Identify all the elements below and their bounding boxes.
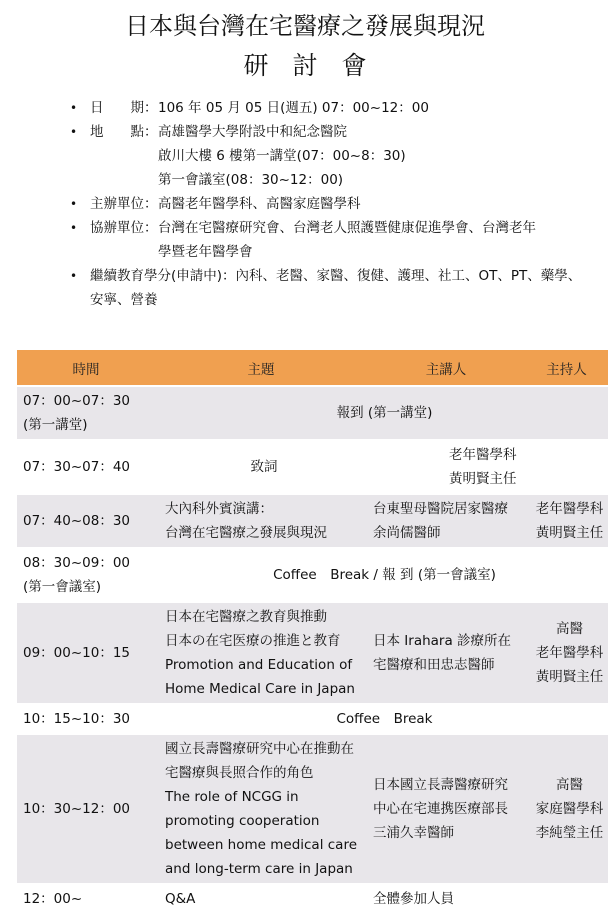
info-value: 內科、老醫、家醫、復健、護理、社工、OT、PT、藥學、 xyxy=(235,268,582,284)
cell-topic xyxy=(155,734,367,884)
info-value: 啟川大樓 6 樓第一講堂(07：00~8：30) xyxy=(158,148,406,164)
info-value: 安寧、營養 xyxy=(90,292,158,308)
cell-time xyxy=(17,548,155,602)
info-value: 高雄醫學大學附設中和紀念醫院 xyxy=(158,124,347,140)
time-text: 07：40~08：30 xyxy=(23,513,131,529)
table-row xyxy=(17,884,608,914)
table-row xyxy=(17,440,608,494)
info-location xyxy=(70,120,590,192)
bullet: • xyxy=(70,101,78,115)
topic-text: Home Medical Care in Japan xyxy=(165,681,355,697)
topic-text: 台灣在宅醫療之發展與現況 xyxy=(165,525,327,541)
cell-merged: Coffee Break / 報 到 (第一會議室) xyxy=(155,548,608,602)
speaker-text: 台東聖母醫院居家醫療 xyxy=(373,501,508,517)
document-subtitle: 研討會 xyxy=(243,51,391,80)
cell-speaker xyxy=(367,440,608,494)
table-row xyxy=(17,704,608,734)
cell-host xyxy=(525,734,608,884)
cell-time xyxy=(17,704,155,734)
time-text: 08：30~09：00 xyxy=(23,555,131,571)
cell-time xyxy=(17,440,155,494)
info-value: 高醫老年醫學科、高醫家庭醫學科 xyxy=(158,196,361,212)
speaker-text: 全體參加人員 xyxy=(373,891,454,907)
host-text: 高醫 xyxy=(556,621,583,637)
topic-text: 大內科外賓演講： xyxy=(165,501,273,517)
speaker-text: 老年醫學科 xyxy=(449,447,517,463)
bullet: • xyxy=(70,221,78,235)
info-value: 學暨老年醫學會 xyxy=(158,244,253,260)
speaker-text: 余尚儒醫師 xyxy=(373,525,441,541)
info-credits xyxy=(70,264,590,312)
cell-topic xyxy=(155,494,367,548)
topic-text: promoting cooperation xyxy=(165,813,320,829)
speaker-text: 日本國立長壽醫療研究 xyxy=(373,777,508,793)
host-text: 黃明賢主任 xyxy=(535,525,604,541)
cell-host xyxy=(525,602,608,704)
info-label: 協辦單位： xyxy=(90,220,158,236)
host-text: 李純瑩主任 xyxy=(535,825,604,841)
table-row xyxy=(17,386,608,440)
cell-speaker xyxy=(367,884,525,914)
host-text: 老年醫學科 xyxy=(535,645,604,661)
info-co-organizer xyxy=(70,216,590,264)
topic-text: The role of NCGG in xyxy=(165,789,299,805)
cell-merged: Coffee Break xyxy=(155,704,608,734)
info-organizer xyxy=(70,192,590,216)
document-title: 日本與台灣在宅醫療之發展與現況 xyxy=(125,12,485,40)
info-date xyxy=(70,96,590,120)
cell-time xyxy=(17,884,155,914)
time-text: 07：30~07：40 xyxy=(23,459,131,475)
speaker-text: 黃明賢主任 xyxy=(449,471,517,487)
info-value: 第一會議室(08：30~12：00) xyxy=(158,172,344,188)
header-topic: 主題 xyxy=(155,350,367,386)
header-speaker: 主講人 xyxy=(367,350,525,386)
bullet: • xyxy=(70,269,78,283)
topic-text: and long-term care in Japan xyxy=(165,861,353,877)
cell-speaker xyxy=(367,494,525,548)
info-label: 繼續教育學分(申請中)： xyxy=(90,268,236,284)
topic-text: 宅醫療與長照合作的角色 xyxy=(165,765,314,781)
topic-text: Q&A xyxy=(165,891,196,907)
host-text: 老年醫學科 xyxy=(535,501,604,517)
info-value: 106 年 05 月 05 日(週五) 07：00~12：00 xyxy=(158,100,429,116)
time-text: 09：00~10：15 xyxy=(23,645,131,661)
schedule-table xyxy=(17,350,608,915)
time-text: 10：15~10：30 xyxy=(23,711,131,727)
header-time: 時間 xyxy=(17,350,155,386)
schedule-header-row xyxy=(17,350,608,386)
table-row xyxy=(17,734,608,884)
cell-merged: 報到 (第一講堂) xyxy=(155,386,608,440)
time-text: 07：00~07：30 xyxy=(23,393,131,409)
time-text: 12：00~ xyxy=(23,891,83,907)
cell-time xyxy=(17,386,155,440)
time-text: 10：30~12：00 xyxy=(23,801,131,817)
topic-text: 國立長壽醫療研究中心在推動在 xyxy=(165,741,354,757)
cell-speaker xyxy=(367,602,525,704)
topic-text: 日本在宅醫療之教育與推動 xyxy=(165,609,327,625)
bullet: • xyxy=(70,197,78,211)
speaker-text: 宅醫療和田忠志醫師 xyxy=(373,657,495,673)
cell-host xyxy=(525,884,608,914)
info-credits-text xyxy=(90,264,590,312)
info-value: 台灣在宅醫療研究會、台灣老人照護暨健康促進學會、台灣老年 xyxy=(158,220,536,236)
cell-host xyxy=(525,494,608,548)
cell-time xyxy=(17,494,155,548)
cell-time xyxy=(17,734,155,884)
speaker-text: 三浦久幸醫師 xyxy=(373,825,454,841)
time-text: (第一會議室) xyxy=(23,579,102,595)
table-row xyxy=(17,548,608,602)
cell-speaker xyxy=(367,734,525,884)
topic-text: between home medical care xyxy=(165,837,357,853)
host-text: 高醫 xyxy=(556,777,583,793)
cell-time xyxy=(17,602,155,704)
host-text: 家庭醫學科 xyxy=(535,801,604,817)
cell-topic: 致詞 xyxy=(155,440,367,494)
header-host: 主持人 xyxy=(525,350,608,386)
table-row xyxy=(17,602,608,704)
topic-text: Promotion and Education of xyxy=(165,657,353,673)
table-row xyxy=(17,494,608,548)
host-text: 黃明賢主任 xyxy=(535,669,604,685)
topic-text: 日本の在宅医療の推進と教育 xyxy=(165,633,341,649)
info-label: 地 點： xyxy=(90,124,158,140)
bullet: • xyxy=(70,125,78,139)
info-label: 日 期： xyxy=(90,100,158,116)
speaker-text: 中心在宅連携医療部長 xyxy=(373,801,508,817)
cell-topic xyxy=(155,884,367,914)
info-section xyxy=(70,96,590,312)
info-label: 主辦單位： xyxy=(90,196,158,212)
time-text: (第一講堂) xyxy=(23,417,88,433)
cell-topic xyxy=(155,602,367,704)
speaker-text: 日本 Irahara 診療所在 xyxy=(373,633,512,649)
